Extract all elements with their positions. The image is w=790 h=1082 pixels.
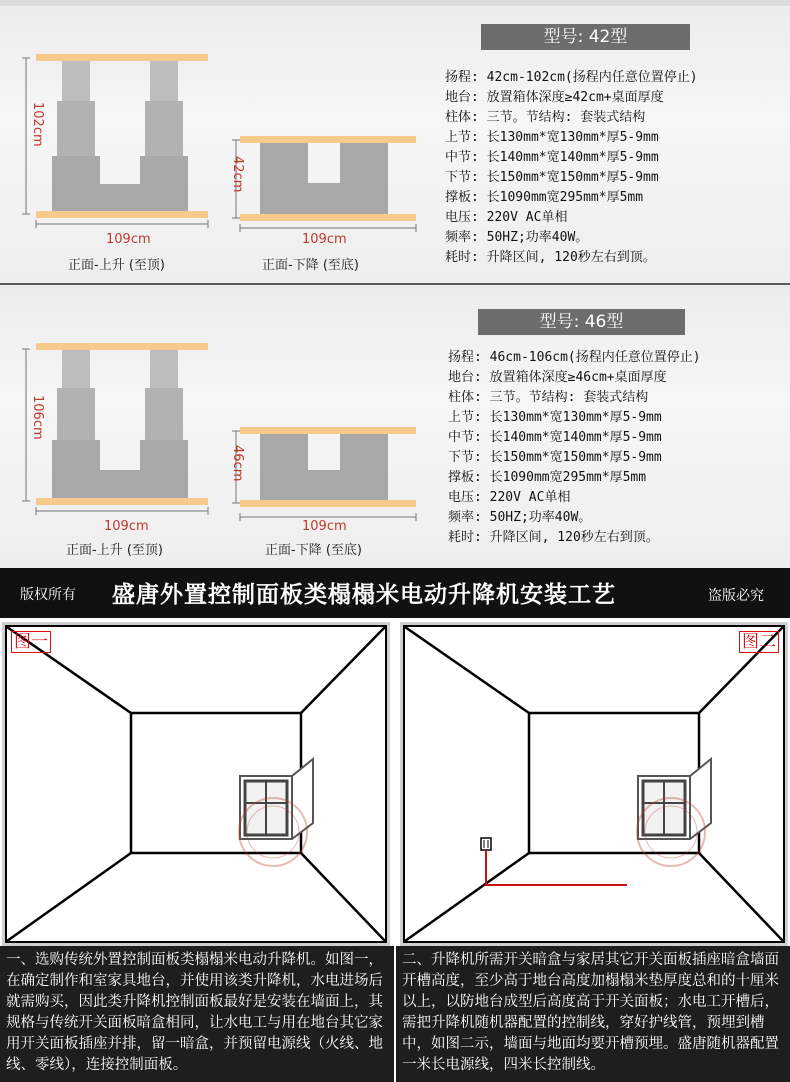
width-label-down: 109cm	[302, 519, 347, 534]
caption-up: 正面-上升 (至顶)	[68, 258, 165, 273]
tabletop-board	[240, 427, 416, 434]
lift-diagram-up-42	[0, 46, 215, 286]
spec-row: 上节: 长130mm*宽130mm*厚5-9mm	[445, 130, 659, 145]
model-badge: 型号: 42型	[481, 24, 690, 50]
spec-row: 地台: 放置箱体深度≥46cm+桌面厚度	[448, 370, 667, 385]
copyright-label: 版权所有	[20, 587, 76, 603]
height-label-down: 42cm	[230, 156, 245, 193]
room-illustration	[405, 627, 783, 941]
model-badge: 型号: 46型	[478, 309, 685, 335]
spec-row: 撑板: 长1090mm宽295mm*厚5mm	[445, 190, 644, 205]
spec-row: 频率: 50HZ;功率40W。	[445, 230, 589, 245]
spec-row: 柱体: 三节。节结构: 套装式结构	[448, 390, 649, 405]
spec-row: 耗时: 升降区间, 120秒左右到顶。	[445, 250, 656, 265]
width-label-up: 109cm	[104, 519, 149, 534]
tabletop-board	[36, 343, 208, 350]
tabletop-board	[240, 136, 416, 143]
spec-list	[448, 348, 701, 548]
caption-down: 正面-下降 (至底)	[262, 258, 359, 273]
base-board	[240, 500, 416, 507]
spec-panel-42	[0, 0, 790, 283]
spec-row: 上节: 长130mm*宽130mm*厚5-9mm	[448, 410, 662, 425]
spec-list	[445, 68, 698, 268]
height-label-up: 106cm	[30, 395, 45, 440]
spec-row: 下节: 长150mm*宽150mm*厚5-9mm	[448, 450, 662, 465]
base-board	[36, 498, 208, 505]
figure-1	[2, 622, 390, 946]
spec-row: 扬程: 42cm-102cm(扬程内任意位置停止)	[445, 70, 698, 85]
page-title: 盛唐外置控制面板类榻榻米电动升降机安装工艺	[112, 582, 616, 608]
spec-row: 地台: 放置箱体深度≥42cm+桌面厚度	[445, 90, 664, 105]
step-1-description: 一、选购传统外置控制面板类榻榻米电动升降机。如图一，在确定制作和室家具地台，并使用该类升降机，水电进场后就需购买，因此类升降机控制面板最好是安装在墙面上，其规格与传统开关面板暗盒相同，让水电工与用在地台其它家用开关面板插座并排，留一暗盒，并预留电源线（火线、地线、零线），连接控制面板。	[0, 946, 394, 1082]
base-board	[240, 214, 416, 221]
height-label-up: 102cm	[30, 102, 45, 147]
spec-row: 柱体: 三节。节结构: 套装式结构	[445, 110, 646, 125]
figure-2	[400, 622, 788, 946]
spec-row: 耗时: 升降区间, 120秒左右到顶。	[448, 530, 659, 545]
switch-box-icon	[481, 838, 491, 850]
spec-row: 电压: 220V AC单相	[448, 490, 571, 505]
spec-row: 撑板: 长1090mm宽295mm*厚5mm	[448, 470, 647, 485]
tabletop-board	[36, 54, 208, 61]
spec-row: 中节: 长140mm*宽140mm*厚5-9mm	[445, 150, 659, 165]
width-label-up: 109cm	[106, 232, 151, 247]
room-illustration	[7, 627, 385, 941]
title-bar	[0, 568, 790, 618]
caption-down: 正面-下降 (至底)	[265, 543, 362, 558]
width-label-down: 109cm	[302, 232, 347, 247]
spec-row: 下节: 长150mm*宽150mm*厚5-9mm	[445, 170, 659, 185]
caption-up: 正面-上升 (至顶)	[66, 543, 163, 558]
spec-row: 扬程: 46cm-106cm(扬程内任意位置停止)	[448, 350, 701, 365]
height-label-down: 46cm	[230, 445, 245, 482]
spec-row: 中节: 长140mm*宽140mm*厚5-9mm	[448, 430, 662, 445]
spec-row: 电压: 220V AC单相	[445, 210, 568, 225]
figure-label: 图一	[11, 631, 51, 653]
figure-label: 图二	[739, 631, 779, 653]
base-board	[36, 211, 208, 218]
piracy-notice: 盗版必究	[708, 588, 764, 604]
spec-row: 频率: 50HZ;功率40W。	[448, 510, 592, 525]
spec-panel-46	[0, 283, 790, 568]
step-2-description: 二、升降机所需开关暗盒与家居其它开关面板插座暗盒墙面开槽高度，至少高于地台高度加榻榻米垫厚度总和的十厘米以上，以防地台成型后高度高于开关面板；水电工开槽后，需把升降机随机器配置的控制线，穿好护线管，预埋到槽中，如图二示，墙面与地面均要开槽预埋。盛唐随机器配置一米长电源线，四米长控制线。	[396, 946, 790, 1082]
